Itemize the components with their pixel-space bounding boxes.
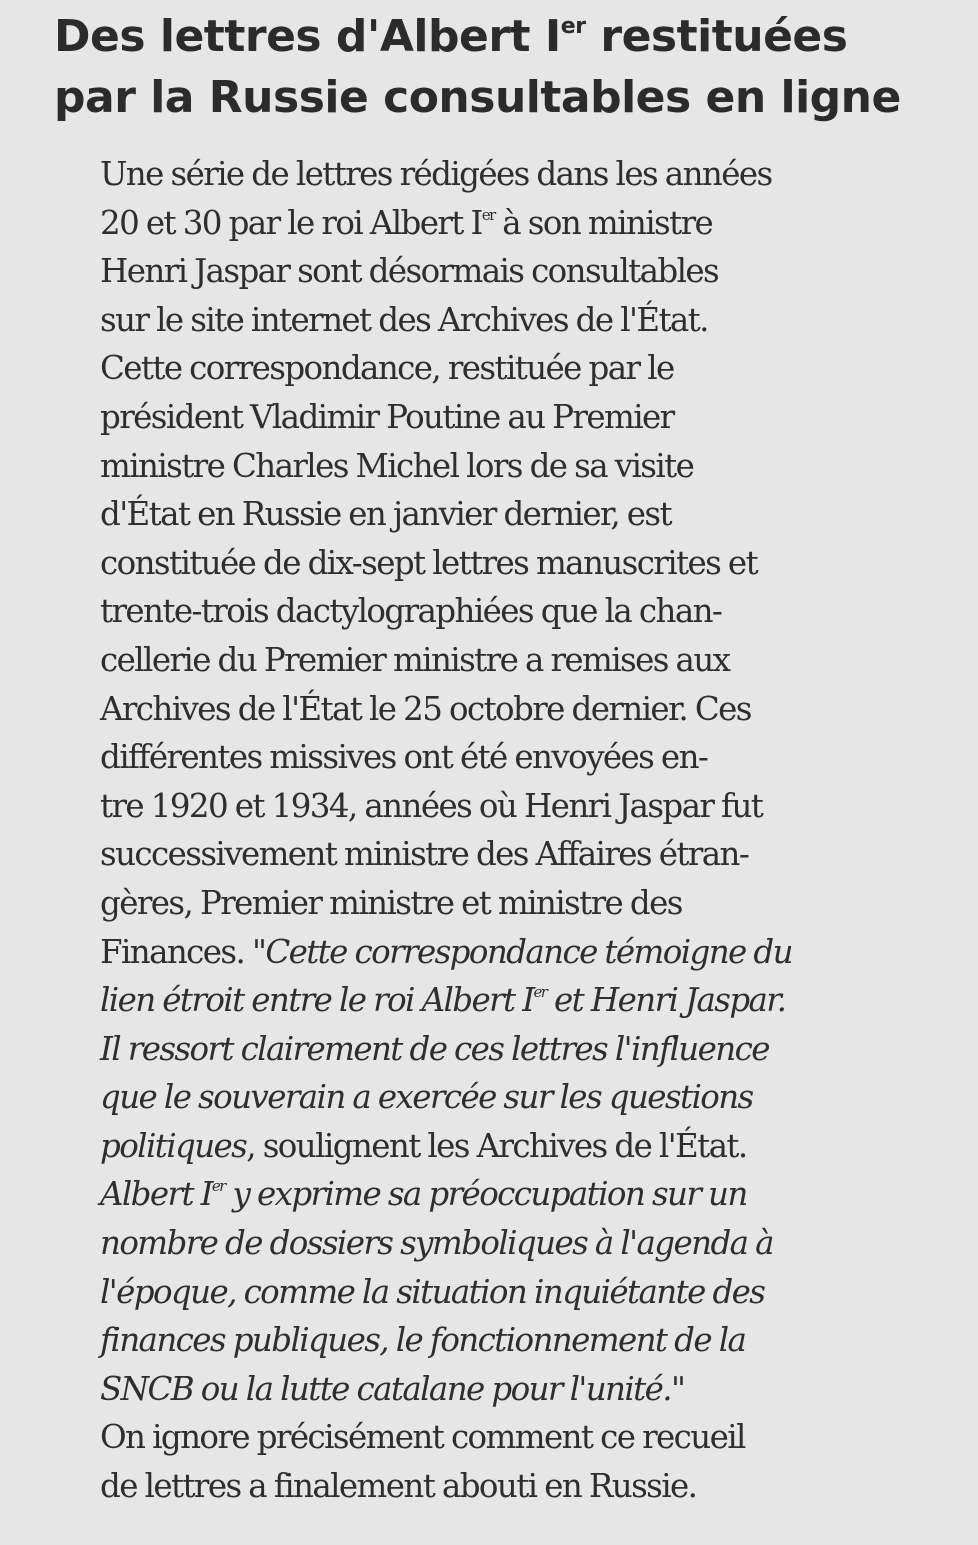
body-text-run: , soulignent les Archives de l'État.	[246, 1126, 747, 1165]
body-line	[100, 782, 930, 831]
italic-quote-text: et Henri Jaspar.	[546, 981, 786, 1020]
body-text-run: successivement ministre des Affaires étran-	[100, 835, 749, 874]
body-text-run: constituée de dix-sept lettres manuscrites et	[100, 543, 758, 582]
body-text-run: différentes missives ont été envoyées en-	[100, 738, 708, 777]
body-text-run: ministre Charles Michel lors de sa visite	[100, 446, 694, 485]
body-line	[100, 928, 930, 977]
italic-quote-text: lien étroit entre le roi Albert I	[100, 981, 534, 1020]
headline-line-2	[54, 67, 954, 128]
ordinal-superscript: er	[481, 205, 495, 224]
body-line	[100, 199, 930, 248]
ordinal-superscript: er	[211, 1177, 225, 1196]
body-line	[100, 442, 930, 491]
body-line	[100, 1170, 930, 1219]
italic-quote-text: l'époque, comme la situation inquiétante des	[100, 1272, 765, 1311]
body-text-run: cellerie du Premier ministre a remises aux	[100, 640, 730, 679]
headline-text: restituées	[585, 11, 848, 62]
body-text-run: président Vladimir Poutine au Premier	[100, 397, 674, 436]
body-text-run: gères, Premier ministre et ministre des	[100, 883, 682, 922]
body-text-run: Archives de l'État le 25 octobre dernier. Ces	[100, 689, 751, 728]
italic-quote-text: y exprime sa préoccupation sur un	[224, 1175, 747, 1214]
italic-quote-text: SNCB ou la lutte catalane pour l'unité."	[100, 1369, 685, 1408]
body-line	[100, 490, 930, 539]
body-line	[100, 1365, 930, 1414]
italic-quote-text: "Cette correspondance témoigne du	[251, 932, 792, 971]
italic-quote-text: nombre de dossiers symboliques à l'agenda à	[100, 1224, 773, 1263]
body-line	[100, 1413, 930, 1462]
body-line	[100, 1268, 930, 1317]
headline-line-1	[54, 6, 954, 67]
body-text-run: d'État en Russie en janvier dernier, est	[100, 495, 671, 534]
body-text-run: Finances.	[100, 932, 252, 971]
body-line	[100, 150, 930, 199]
ordinal-superscript: er	[533, 983, 547, 1002]
article-body	[100, 150, 930, 1511]
body-line	[100, 733, 930, 782]
body-line	[100, 1316, 930, 1365]
italic-quote-text: que le souverain a exercée sur les questions	[100, 1078, 753, 1117]
body-line	[100, 393, 930, 442]
body-line	[100, 344, 930, 393]
body-line	[100, 1073, 930, 1122]
body-line	[100, 830, 930, 879]
body-text-run: Cette correspondance, restituée par le	[100, 349, 674, 388]
headline-text: Des lettres d'Albert I	[54, 11, 561, 62]
body-line	[100, 685, 930, 734]
body-line	[100, 1219, 930, 1268]
body-text-run: 20 et 30 par le roi Albert I	[100, 203, 482, 242]
body-line	[100, 1462, 930, 1511]
italic-quote-text: finances publiques, le fonctionnement de la	[100, 1321, 746, 1360]
body-line	[100, 1025, 930, 1074]
italic-quote-text: Albert I	[100, 1175, 212, 1214]
body-text-run: On ignore précisément comment ce recueil	[100, 1418, 745, 1457]
body-line	[100, 879, 930, 928]
body-line	[100, 976, 930, 1025]
body-text-run: Henri Jaspar sont désormais consultables	[100, 252, 719, 291]
body-text-run: trente-trois dactylographiées que la chan-	[100, 592, 722, 631]
headline-text: par la Russie consultables en ligne	[54, 72, 901, 123]
body-text-run: tre 1920 et 1934, années où Henri Jaspar fut	[100, 786, 763, 825]
italic-quote-text: politiques	[100, 1126, 247, 1165]
body-line	[100, 539, 930, 588]
headline	[54, 6, 954, 128]
italic-quote-text: Il ressort clairement de ces lettres l'influence	[100, 1029, 769, 1068]
body-line	[100, 296, 930, 345]
body-text-run: sur le site internet des Archives de l'État.	[100, 300, 708, 339]
body-line	[100, 636, 930, 685]
body-line	[100, 1122, 930, 1171]
ordinal-superscript: er	[560, 14, 586, 39]
body-line	[100, 247, 930, 296]
body-text-run: à son ministre	[494, 203, 713, 242]
body-text-run: Une série de lettres rédigées dans les années	[100, 155, 772, 193]
body-text-run: de lettres a finalement abouti en Russie.	[100, 1467, 697, 1506]
body-line	[100, 587, 930, 636]
